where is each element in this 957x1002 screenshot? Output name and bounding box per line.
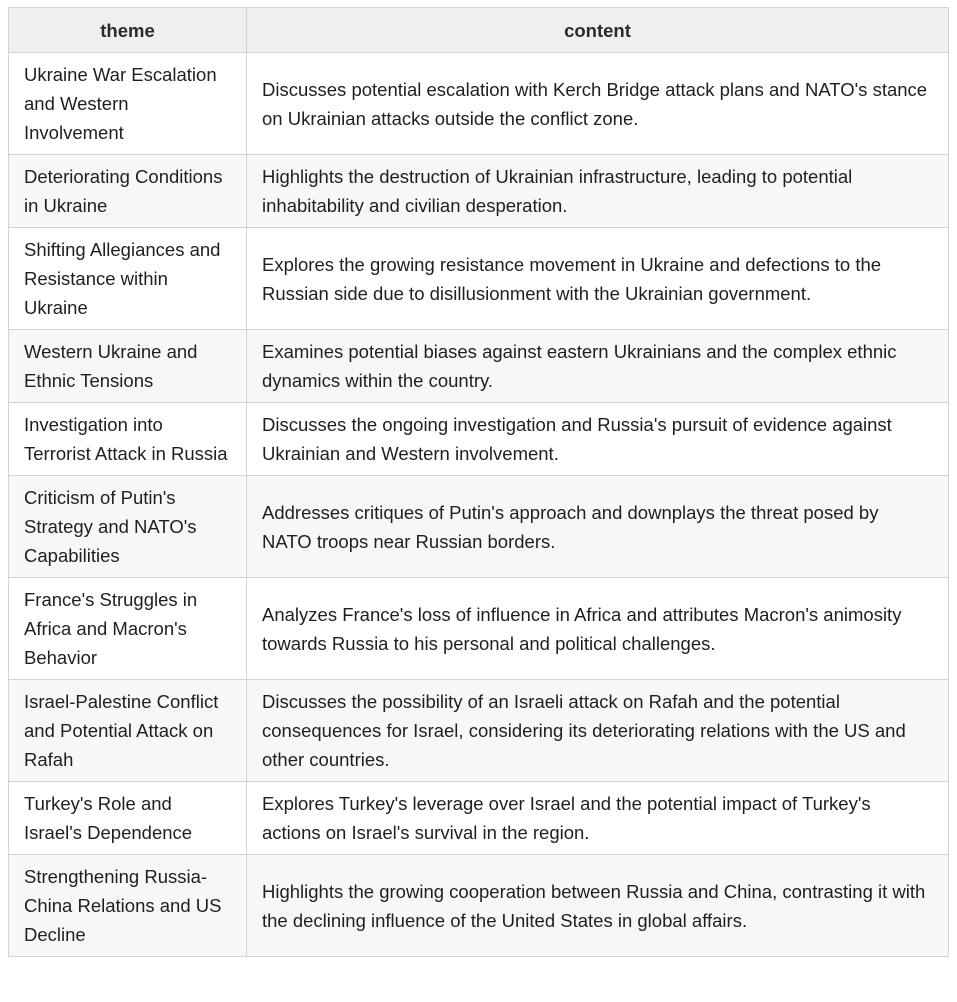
- table-row: [9, 53, 949, 155]
- theme-cell: Strengthening Russia-China Relations and US Decline: [9, 855, 247, 957]
- table-row: [9, 680, 949, 782]
- theme-cell: Deteriorating Conditions in Ukraine: [9, 155, 247, 228]
- content-cell: Examines potential biases against eastern Ukrainians and the complex ethnic dynamics within the country.: [247, 330, 949, 403]
- header-content: content: [247, 8, 949, 53]
- table-row: [9, 476, 949, 578]
- content-cell: Discusses the ongoing investigation and Russia's pursuit of evidence against Ukrainian and Western involvement.: [247, 403, 949, 476]
- table-row: [9, 155, 949, 228]
- content-cell: Addresses critiques of Putin's approach and downplays the threat posed by NATO troops near Russian borders.: [247, 476, 949, 578]
- content-cell: Analyzes France's loss of influence in Africa and attributes Macron's animosity towards Russia to his personal and political challenges.: [247, 578, 949, 680]
- theme-cell: Western Ukraine and Ethnic Tensions: [9, 330, 247, 403]
- table-row: [9, 330, 949, 403]
- header-row: [9, 8, 949, 53]
- content-cell: Explores Turkey's leverage over Israel and the potential impact of Turkey's actions on Israel's survival in the region.: [247, 782, 949, 855]
- table-row: [9, 228, 949, 330]
- theme-cell: Shifting Allegiances and Resistance within Ukraine: [9, 228, 247, 330]
- table-row: [9, 578, 949, 680]
- theme-cell: Israel-Palestine Conflict and Potential Attack on Rafah: [9, 680, 247, 782]
- theme-cell: Turkey's Role and Israel's Dependence: [9, 782, 247, 855]
- theme-cell: France's Struggles in Africa and Macron's Behavior: [9, 578, 247, 680]
- theme-cell: Investigation into Terrorist Attack in Russia: [9, 403, 247, 476]
- content-cell: Discusses potential escalation with Kerch Bridge attack plans and NATO's stance on Ukrainian attacks outside the conflict zone.: [247, 53, 949, 155]
- content-cell: Highlights the growing cooperation between Russia and China, contrasting it with the declining influence of the United States in global affairs.: [247, 855, 949, 957]
- table-row: [9, 855, 949, 957]
- themes-table-container: [8, 7, 948, 957]
- content-cell: Explores the growing resistance movement in Ukraine and defections to the Russian side due to disillusionment with the Ukrainian government.: [247, 228, 949, 330]
- table-row: [9, 782, 949, 855]
- content-cell: Discusses the possibility of an Israeli attack on Rafah and the potential consequences for Israel, considering its deteriorating relations with the US and other countries.: [247, 680, 949, 782]
- header-theme: theme: [9, 8, 247, 53]
- theme-cell: Criticism of Putin's Strategy and NATO's Capabilities: [9, 476, 247, 578]
- table-row: [9, 403, 949, 476]
- theme-cell: Ukraine War Escalation and Western Involvement: [9, 53, 247, 155]
- content-cell: Highlights the destruction of Ukrainian infrastructure, leading to potential inhabitability and civilian desperation.: [247, 155, 949, 228]
- themes-table: [8, 7, 949, 957]
